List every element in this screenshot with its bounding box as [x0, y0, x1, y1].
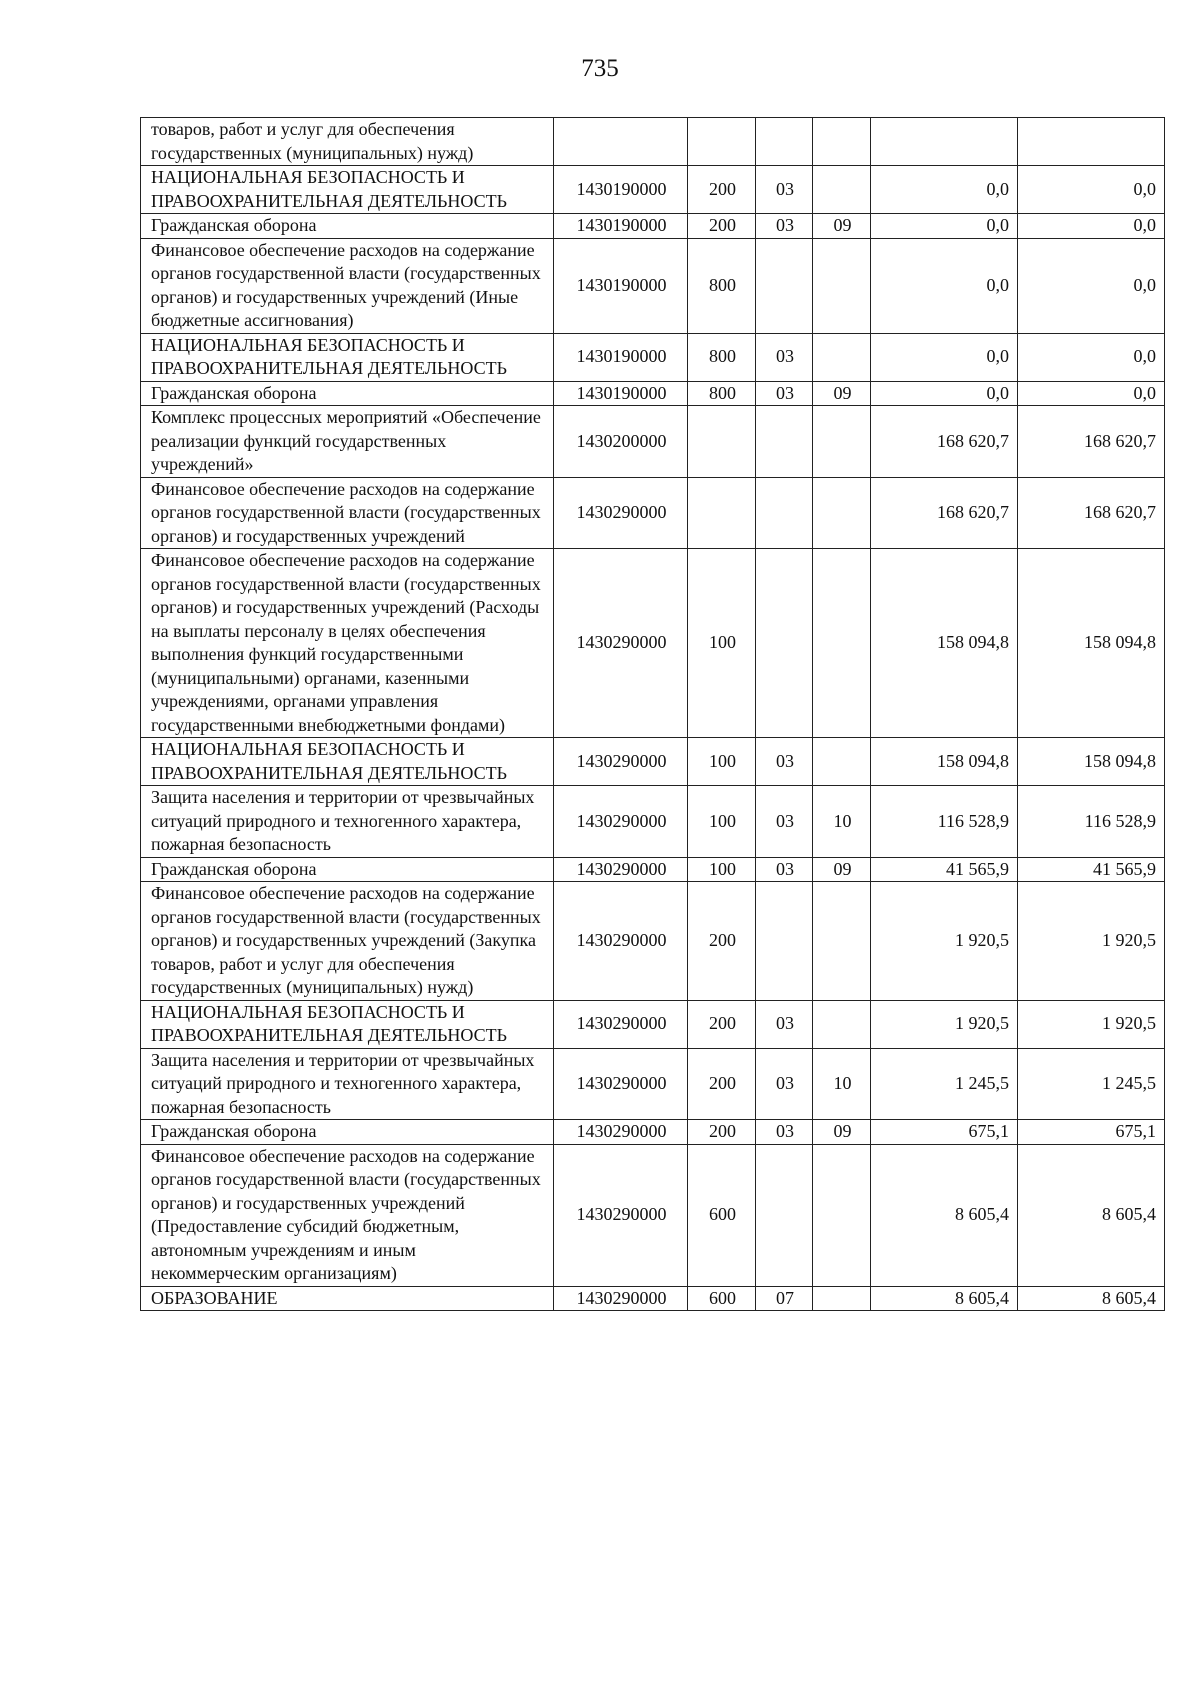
- row-amount-2: 41 565,9: [1018, 857, 1165, 882]
- row-subsection: [813, 333, 871, 381]
- row-subsection: [813, 118, 871, 166]
- row-target-code: 1430290000: [554, 882, 688, 1001]
- row-amount-2: 1 920,5: [1018, 882, 1165, 1001]
- row-subsection: [813, 549, 871, 738]
- row-section: 03: [756, 214, 813, 239]
- row-amount-1: 168 620,7: [871, 477, 1018, 549]
- row-expense-type: [688, 406, 756, 478]
- budget-table-body: [141, 118, 1165, 1311]
- row-expense-type: 600: [688, 1144, 756, 1286]
- table-row: [141, 857, 1165, 882]
- table-row: [141, 738, 1165, 786]
- row-section: 03: [756, 738, 813, 786]
- row-section: 03: [756, 166, 813, 214]
- row-subsection: 09: [813, 381, 871, 406]
- row-name: товаров, работ и услуг для обеспечения государственных (муниципальных) нужд): [141, 118, 554, 166]
- row-amount-2: 158 094,8: [1018, 738, 1165, 786]
- row-name: Защита населения и территории от чрезвычайных ситуаций природного и техногенного характера, пожарная безопасность: [141, 1048, 554, 1120]
- row-name: Гражданская оборона: [141, 214, 554, 239]
- row-section: 07: [756, 1286, 813, 1311]
- row-amount-1: 168 620,7: [871, 406, 1018, 478]
- row-expense-type: 200: [688, 1000, 756, 1048]
- row-name: Комплекс процессных мероприятий «Обеспечение реализации функций государственных учреждений»: [141, 406, 554, 478]
- row-amount-1: 0,0: [871, 166, 1018, 214]
- row-amount-2: 675,1: [1018, 1120, 1165, 1145]
- row-amount-1: 0,0: [871, 381, 1018, 406]
- row-amount-1: 1 245,5: [871, 1048, 1018, 1120]
- table-row: [141, 549, 1165, 738]
- row-amount-2: 168 620,7: [1018, 477, 1165, 549]
- table-row: [141, 333, 1165, 381]
- row-amount-1: 41 565,9: [871, 857, 1018, 882]
- row-expense-type: 200: [688, 214, 756, 239]
- row-amount-1: 1 920,5: [871, 882, 1018, 1001]
- row-target-code: 1430290000: [554, 1120, 688, 1145]
- table-row: [141, 238, 1165, 333]
- row-expense-type: 200: [688, 1048, 756, 1120]
- table-row: [141, 166, 1165, 214]
- row-section: 03: [756, 786, 813, 858]
- row-section: 03: [756, 857, 813, 882]
- row-section: [756, 882, 813, 1001]
- row-subsection: 09: [813, 214, 871, 239]
- table-row: [141, 477, 1165, 549]
- row-subsection: 10: [813, 786, 871, 858]
- row-section: 03: [756, 381, 813, 406]
- table-row: [141, 1120, 1165, 1145]
- row-section: 03: [756, 1000, 813, 1048]
- row-name: Гражданская оборона: [141, 381, 554, 406]
- row-expense-type: 800: [688, 333, 756, 381]
- row-section: 03: [756, 333, 813, 381]
- row-expense-type: 100: [688, 549, 756, 738]
- row-name: НАЦИОНАЛЬНАЯ БЕЗОПАСНОСТЬ И ПРАВООХРАНИТЕЛЬНАЯ ДЕЯТЕЛЬНОСТЬ: [141, 333, 554, 381]
- row-amount-2: [1018, 118, 1165, 166]
- row-amount-1: 8 605,4: [871, 1286, 1018, 1311]
- row-expense-type: 200: [688, 1120, 756, 1145]
- row-subsection: [813, 1286, 871, 1311]
- row-target-code: 1430290000: [554, 477, 688, 549]
- row-subsection: [813, 1000, 871, 1048]
- row-amount-2: 8 605,4: [1018, 1286, 1165, 1311]
- row-amount-2: 0,0: [1018, 166, 1165, 214]
- row-target-code: 1430290000: [554, 1144, 688, 1286]
- row-amount-2: 158 094,8: [1018, 549, 1165, 738]
- row-name: ОБРАЗОВАНИЕ: [141, 1286, 554, 1311]
- row-expense-type: 200: [688, 166, 756, 214]
- row-target-code: [554, 118, 688, 166]
- row-name: Финансовое обеспечение расходов на содержание органов государственной власти (государственных органов) и государственных учреждений (Иные бюджетные ассигнования): [141, 238, 554, 333]
- row-name: Финансовое обеспечение расходов на содержание органов государственной власти (государственных органов) и государственных учреждений (Закупка товаров, работ и услуг для обеспечения государственных (муниципальных) нужд): [141, 882, 554, 1001]
- table-row: [141, 1000, 1165, 1048]
- table-row: [141, 1144, 1165, 1286]
- row-target-code: 1430290000: [554, 738, 688, 786]
- table-row: [141, 406, 1165, 478]
- row-amount-1: 0,0: [871, 333, 1018, 381]
- row-expense-type: 200: [688, 882, 756, 1001]
- row-amount-2: 168 620,7: [1018, 406, 1165, 478]
- row-expense-type: 100: [688, 738, 756, 786]
- row-name: Финансовое обеспечение расходов на содержание органов государственной власти (государственных органов) и государственных учреждений: [141, 477, 554, 549]
- row-expense-type: 100: [688, 786, 756, 858]
- row-amount-1: 116 528,9: [871, 786, 1018, 858]
- row-subsection: [813, 238, 871, 333]
- row-subsection: 10: [813, 1048, 871, 1120]
- row-subsection: [813, 166, 871, 214]
- table-row: [141, 1286, 1165, 1311]
- row-target-code: 1430190000: [554, 214, 688, 239]
- row-subsection: [813, 738, 871, 786]
- row-target-code: 1430290000: [554, 1000, 688, 1048]
- row-name: Финансовое обеспечение расходов на содержание органов государственной власти (государственных органов) и государственных учреждений (Расходы на выплаты персоналу в целях обеспечения выполнения функций государственными (муниципальными) органами, казенными учреждениями, органами управления государственными внебюджетными фондами): [141, 549, 554, 738]
- row-target-code: 1430290000: [554, 549, 688, 738]
- row-subsection: 09: [813, 1120, 871, 1145]
- table-row: [141, 1048, 1165, 1120]
- row-section: [756, 118, 813, 166]
- row-target-code: 1430190000: [554, 166, 688, 214]
- row-target-code: 1430290000: [554, 1048, 688, 1120]
- row-amount-2: 0,0: [1018, 381, 1165, 406]
- row-amount-1: 0,0: [871, 214, 1018, 239]
- row-subsection: [813, 1144, 871, 1286]
- row-subsection: [813, 477, 871, 549]
- table-row: [141, 214, 1165, 239]
- row-amount-2: 1 245,5: [1018, 1048, 1165, 1120]
- row-section: [756, 477, 813, 549]
- row-amount-2: 1 920,5: [1018, 1000, 1165, 1048]
- row-subsection: [813, 406, 871, 478]
- table-row: [141, 118, 1165, 166]
- row-section: [756, 238, 813, 333]
- row-name: Защита населения и территории от чрезвычайных ситуаций природного и техногенного характера, пожарная безопасность: [141, 786, 554, 858]
- row-target-code: 1430190000: [554, 333, 688, 381]
- row-section: [756, 549, 813, 738]
- page-number: 735: [581, 55, 619, 82]
- row-name: НАЦИОНАЛЬНАЯ БЕЗОПАСНОСТЬ И ПРАВООХРАНИТЕЛЬНАЯ ДЕЯТЕЛЬНОСТЬ: [141, 738, 554, 786]
- row-subsection: [813, 882, 871, 1001]
- row-section: 03: [756, 1120, 813, 1145]
- row-subsection: 09: [813, 857, 871, 882]
- row-name: Гражданская оборона: [141, 857, 554, 882]
- row-amount-1: 675,1: [871, 1120, 1018, 1145]
- row-name: НАЦИОНАЛЬНАЯ БЕЗОПАСНОСТЬ И ПРАВООХРАНИТЕЛЬНАЯ ДЕЯТЕЛЬНОСТЬ: [141, 166, 554, 214]
- row-amount-2: 116 528,9: [1018, 786, 1165, 858]
- row-section: 03: [756, 1048, 813, 1120]
- row-amount-1: 0,0: [871, 238, 1018, 333]
- row-expense-type: 800: [688, 381, 756, 406]
- row-target-code: 1430190000: [554, 238, 688, 333]
- budget-table: [140, 117, 1165, 1311]
- table-row: [141, 381, 1165, 406]
- row-name: Гражданская оборона: [141, 1120, 554, 1145]
- row-section: [756, 406, 813, 478]
- row-name: Финансовое обеспечение расходов на содержание органов государственной власти (государственных органов) и государственных учреждений (Предоставление субсидий бюджетным, автономным учреждениям и иным некоммерческим организациям): [141, 1144, 554, 1286]
- row-target-code: 1430290000: [554, 786, 688, 858]
- row-amount-2: 0,0: [1018, 333, 1165, 381]
- row-target-code: 1430290000: [554, 1286, 688, 1311]
- row-target-code: 1430190000: [554, 381, 688, 406]
- row-amount-1: 8 605,4: [871, 1144, 1018, 1286]
- row-amount-1: 158 094,8: [871, 738, 1018, 786]
- row-section: [756, 1144, 813, 1286]
- row-expense-type: [688, 118, 756, 166]
- row-amount-2: 8 605,4: [1018, 1144, 1165, 1286]
- row-amount-2: 0,0: [1018, 214, 1165, 239]
- row-expense-type: 100: [688, 857, 756, 882]
- row-amount-2: 0,0: [1018, 238, 1165, 333]
- table-row: [141, 882, 1165, 1001]
- row-target-code: 1430290000: [554, 857, 688, 882]
- table-row: [141, 786, 1165, 858]
- row-name: НАЦИОНАЛЬНАЯ БЕЗОПАСНОСТЬ И ПРАВООХРАНИТЕЛЬНАЯ ДЕЯТЕЛЬНОСТЬ: [141, 1000, 554, 1048]
- row-amount-1: [871, 118, 1018, 166]
- row-amount-1: 158 094,8: [871, 549, 1018, 738]
- row-expense-type: 800: [688, 238, 756, 333]
- row-expense-type: 600: [688, 1286, 756, 1311]
- row-expense-type: [688, 477, 756, 549]
- row-amount-1: 1 920,5: [871, 1000, 1018, 1048]
- row-target-code: 1430200000: [554, 406, 688, 478]
